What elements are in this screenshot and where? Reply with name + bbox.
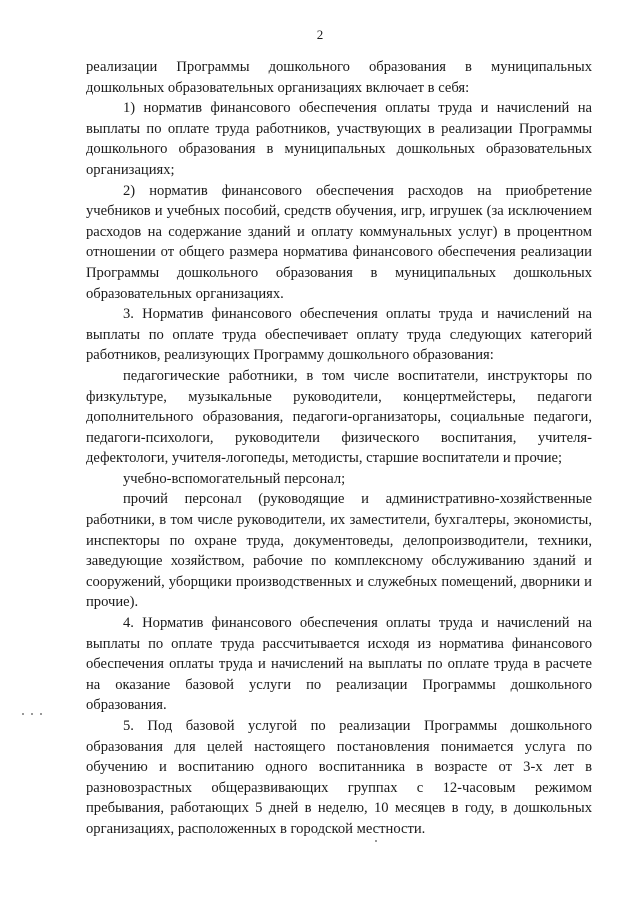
paragraph-item-1: 1) норматив финансового обеспечения оплаты труда и начислений на выплаты по оплате труда работников, участвующих в реализации Программы дошкольного образования в муниципальных дошкольных образовательных организациях;: [86, 100, 592, 178]
scan-speck: [31, 713, 33, 715]
scan-speck: [40, 713, 42, 715]
paragraph-item-2: 2) норматив финансового обеспечения расходов на приобретение учебников и учебных пособий, средств обучения, игр, игрушек (за исключением расходов на содержание зданий и оплату коммунальных услуг) в процентном отношении от общего размера норматива финансового обеспечения реализации Программы дошкольного образования в муниципальных дошкольных образовательных организациях.: [86, 182, 592, 302]
paragraph-section-5: 5. Под базовой услугой по реализации Программы дошкольного образования для целей настоящего постановления понимается услуга по обучению и воспитанию одного воспитанника в возрасте от 3-х лет в разновозрастных общеразвивающих группах с 12-часовым режимом пребывания, работающих 5 дней в неделю, 10 месяцев в году, в дошкольных организациях, расположенных в городской местности.: [86, 718, 592, 837]
paragraph-continuation: реализации Программы дошкольного образования в муниципальных дошкольных образовательных организациях включает в себя:: [86, 59, 592, 96]
list-item-pedagogical-staff: педагогические работники, в том числе воспитатели, инструкторы по физкультуре, музыкальные руководители, концертмейстеры, педагоги дополнительного образования, педагоги-организаторы, социальные педагоги, педагоги-психологи, руководители физического воспитания, учителя-дефектологи, учителя-логопеды, методисты, старшие воспитатели и прочие;: [86, 367, 592, 467]
scan-speck: [22, 713, 24, 715]
page-number: 2: [316, 27, 324, 42]
staff-categories-list: [86, 366, 592, 613]
scan-speck: [375, 840, 377, 842]
list-item-other-staff: прочий персонал (руководящие и административно-хозяйственные работники, в том числе руководители, их заместители, бухгалтеры, экономисты, инспекторы по охране труда, документоведы, делопроизводители, техники, заведующие хозяйством, рабочие по комплексному обслуживанию зданий и сооружений, уборщики производственных и служебных помещений, дворники и прочие).: [86, 491, 592, 611]
list-item-support-staff: учебно-вспомогательный персонал;: [123, 470, 346, 487]
paragraph-section-3: 3. Норматив финансового обеспечения оплаты труда и начислений на выплаты по оплате труда обеспечивает оплату труда следующих категорий работников, реализующих Программу дошкольного образования:: [86, 306, 592, 364]
document-body: [86, 57, 592, 840]
paragraph-section-4: 4. Норматив финансового обеспечения оплаты труда и начислений на выплаты по оплате труда рассчитывается исходя из норматива финансового обеспечения оплаты труда и начислений на выплаты по оплате труда в расчете на оказание базовой услуги по реализации Программы дошкольного образования.: [86, 615, 592, 714]
